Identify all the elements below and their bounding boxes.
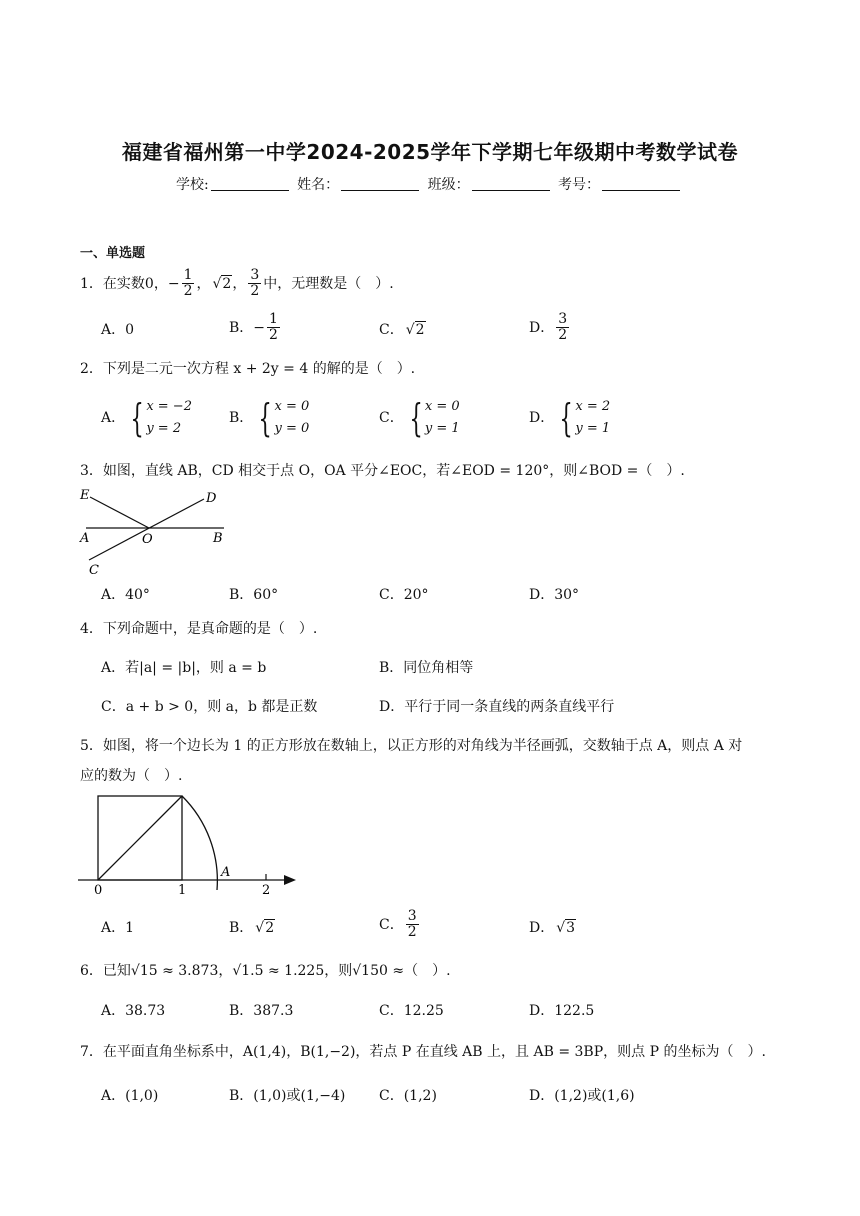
square-root: √2	[212, 275, 232, 292]
q4-option-b[interactable]: B．同位角相等	[379, 660, 474, 676]
q2-option-b[interactable]: B． { x = 0 y = 0	[229, 396, 310, 440]
class-blank	[472, 190, 550, 191]
question-6-stem: 6．已知√15 ≈ 3.873，√1.5 ≈ 1.225，则√150 ≈（ ）.	[80, 963, 451, 979]
class-label: 班级：	[427, 177, 470, 193]
q1-option-c[interactable]: C． √2	[379, 322, 425, 338]
question-7-stem: 7．在平面直角坐标系中，A(1,4)，B(1,−2)，若点 P 在直线 AB 上，且 AB = 3BP，则点 P 的坐标为（ ）.	[80, 1044, 766, 1060]
student-info-line	[0, 174, 860, 194]
q1-option-b[interactable]: B． − $\frac{1}{2}$	[229, 311, 278, 343]
q7-option-d[interactable]: D．(1,2)或(1,6)	[529, 1088, 635, 1104]
label-a: A	[221, 865, 231, 880]
q2-option-c[interactable]: C． { x = 0 y = 1	[379, 396, 460, 440]
q3-option-a[interactable]: A．40°	[101, 587, 150, 603]
school-blank	[211, 190, 289, 191]
school-label: 学校:	[175, 177, 209, 193]
q4-option-c[interactable]: C．a + b > 0，则 a，b 都是正数	[101, 699, 318, 715]
question-4-stem: 4．下列命题中，是真命题的是（ ）.	[80, 621, 318, 637]
q2-option-a[interactable]: A． { x = −2 y = 2	[101, 396, 192, 440]
label-a: A	[80, 531, 90, 546]
question-2-stem: 2．下列是二元一次方程 x + 2y = 4 的解的是（ ）.	[80, 361, 416, 377]
q6-option-b[interactable]: B．387.3	[229, 1003, 294, 1019]
q3-option-d[interactable]: D．30°	[529, 587, 580, 603]
id-blank	[602, 190, 680, 191]
q5-figure	[76, 790, 302, 898]
page-title: 福建省福州第一中学2024-2025学年下学期七年级期中考数学试卷	[121, 140, 739, 164]
label-e: E	[80, 488, 90, 503]
axis-arrow	[284, 875, 296, 885]
q1-option-d[interactable]: D． $\frac{3}{2}$	[529, 311, 568, 343]
q5-option-c[interactable]: C． $\frac{3}{2}$	[379, 908, 417, 940]
label-zero: 0	[94, 883, 103, 898]
question-5-stem-line1: 5．如图，将一个边长为 1 的正方形放在数轴上，以正方形的对角线为半径画弧，交数轴于点 A，则点 A 对	[80, 738, 743, 754]
q3-option-b[interactable]: B．60°	[229, 587, 279, 603]
q3-figure	[76, 484, 236, 580]
name-blank	[341, 190, 419, 191]
square-diagonal	[98, 796, 182, 880]
question-1-stem: 1．在实数0， − $\frac{1}{2}$ ， √2 ， $\frac{3}{2}$ 中，无理数是（ ）.	[80, 267, 394, 299]
q6-option-d[interactable]: D．122.5	[529, 1003, 595, 1019]
q7-option-a[interactable]: A．(1,0)	[101, 1088, 159, 1104]
q5-option-a[interactable]: A．1	[101, 920, 135, 936]
q3-option-c[interactable]: C．20°	[379, 587, 429, 603]
ray-oe	[90, 497, 149, 528]
label-o: O	[142, 532, 153, 547]
q6-option-a[interactable]: A．38.73	[101, 1003, 166, 1019]
q5-option-b[interactable]: B． √2	[229, 920, 275, 936]
label-two: 2	[262, 883, 271, 898]
label-d: D	[206, 491, 217, 506]
question-3-stem: 3．如图，直线 AB，CD 相交于点 O，OA 平分∠EOC，若∠EOD = 120°，则∠BOD =（ ）.	[80, 463, 685, 479]
fraction: $\frac{1}{2}$	[183, 267, 193, 299]
q5-option-d[interactable]: D． √3	[529, 920, 576, 936]
q7-option-c[interactable]: C．(1,2)	[379, 1088, 437, 1104]
q2-option-d[interactable]: D． { x = 2 y = 1	[529, 396, 611, 440]
line-cd	[89, 499, 204, 560]
name-label: 姓名：	[297, 177, 340, 193]
fraction: $\frac{3}{2}$	[250, 267, 260, 299]
q7-option-b[interactable]: B．(1,0)或(1,−4)	[229, 1088, 346, 1104]
section-heading: 一、单选题	[80, 246, 146, 261]
q4-option-d[interactable]: D．平行于同一条直线的两条直线平行	[379, 699, 615, 715]
arc	[182, 796, 217, 890]
question-5-stem-line2: 应的数为（ ）.	[80, 768, 183, 784]
id-label: 考号：	[558, 177, 601, 193]
label-one: 1	[178, 883, 187, 898]
label-b: B	[213, 531, 223, 546]
q6-option-c[interactable]: C．12.25	[379, 1003, 444, 1019]
label-c: C	[89, 563, 99, 578]
q4-option-a[interactable]: A．若|a| = |b|，则 a = b	[101, 660, 267, 676]
q1-option-a[interactable]: A．0	[101, 322, 135, 338]
